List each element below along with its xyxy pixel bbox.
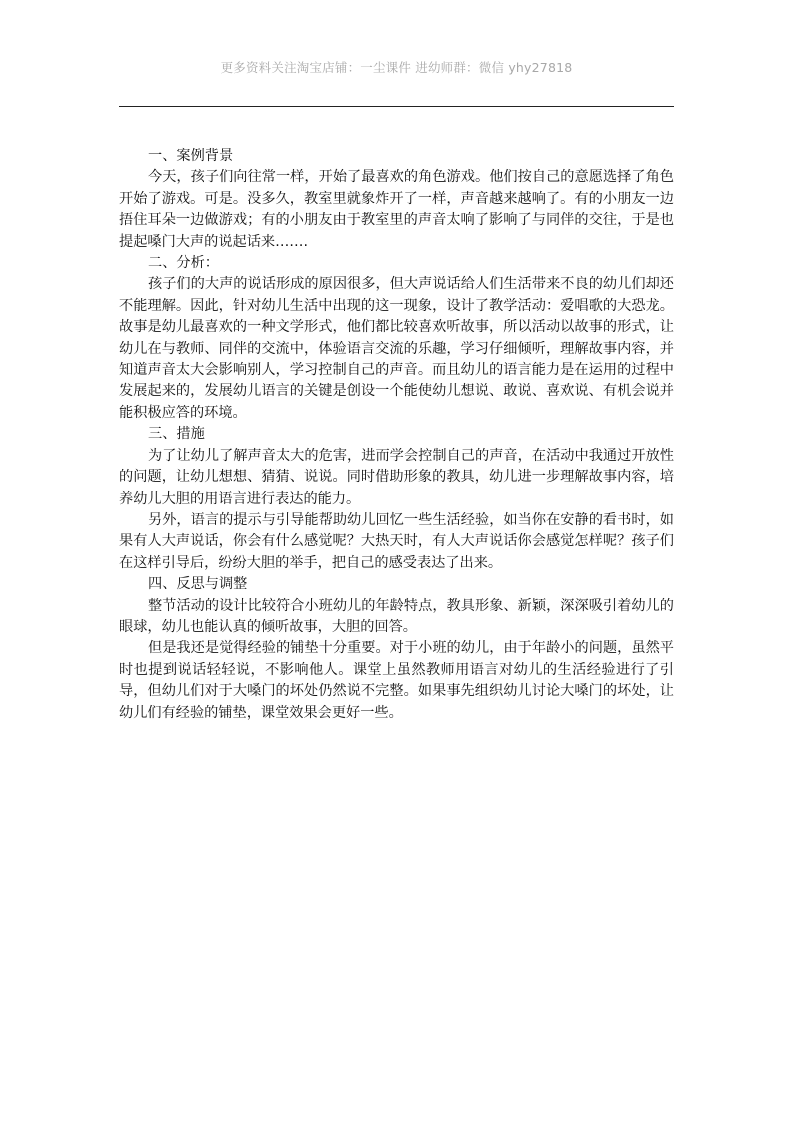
- section-heading: 二、分析：: [148, 255, 219, 272]
- section-heading: 三、措施: [148, 426, 205, 443]
- paragraph: 今天，孩子们向往常一样，开始了最喜欢的角色游戏。他们按自己的意愿选择了角色开始了游戏。可是。没多久，教室里就象炸开了一样，声音越来越响了。有的小朋友一边捂住耳朵一边做游戏；有的小朋友由于教室里的声音太响了影响了与同伴的交往，于是也提起嗓门大声的说起话来…….: [119, 169, 674, 250]
- paragraph: 但是我还是觉得经验的铺垫十分重要。对于小班的幼儿，由于年龄小的问题，虽然平时也提到说话轻轻说，不影响他人。课堂上虽然教师用语言对幼儿的生活经验进行了引导，但幼儿们对于大嗓门的坏处仍然说不完整。如果事先组织幼儿讨论大嗓门的坏处，让幼儿们有经验的铺垫，课堂效果会更好一些。: [119, 640, 674, 721]
- section-heading: 四、反思与调整: [148, 576, 248, 593]
- section-heading: 一、案例背景: [148, 148, 234, 164]
- page-header: 更多资料关注淘宝店铺：一尘课件 进幼师群：微信 yhy27818: [220, 60, 573, 75]
- paragraph: 孩子们的大声的说话形成的原因很多，但大声说话给人们生活带来不良的幼儿们却还不能理解。因此，针对幼儿生活中出现的这一现象，设计了教学活动：爱唱歌的大恐龙。故事是幼儿最喜欢的一种文学形式，他们都比较喜欢听故事，所以活动以故事的形式，让幼儿在与教师、同伴的交流中，体验语言交流的乐趣，学习仔细倾听，理解故事内容，并知道声音太大会影响别人，学习控制自己的声音。而且幼儿的语言能力是在运用的过程中发展起来的，发展幼儿语言的关键是创设一个能使幼儿想说、敢说、喜欢说、有机会说并能积极应答的环境。: [119, 276, 674, 421]
- paragraph: 整节活动的设计比较符合小班幼儿的年龄特点，教具形象、新颖，深深吸引着幼儿的眼球，幼儿也能认真的倾听故事，大胆的回答。: [119, 597, 674, 635]
- document-body: [119, 146, 674, 724]
- paragraph: 另外，语言的提示与引导能帮助幼儿回忆一些生活经验，如当你在安静的看书时，如果有人大声说话，你会有什么感觉呢？大热天时，有人大声说话你会感觉怎样呢？孩子们在这样引导后，纷纷大胆的举手，把自己的感受表达了出来。: [119, 511, 674, 571]
- paragraph: 为了让幼儿了解声音太大的危害，进而学会控制自己的声音，在活动中我通过开放性的问题，让幼儿想想、猜猜、说说。同时借助形象的教具，幼儿进一步理解故事内容，培养幼儿大胆的用语言进行表达的能力。: [119, 447, 674, 507]
- header-divider: [119, 106, 674, 107]
